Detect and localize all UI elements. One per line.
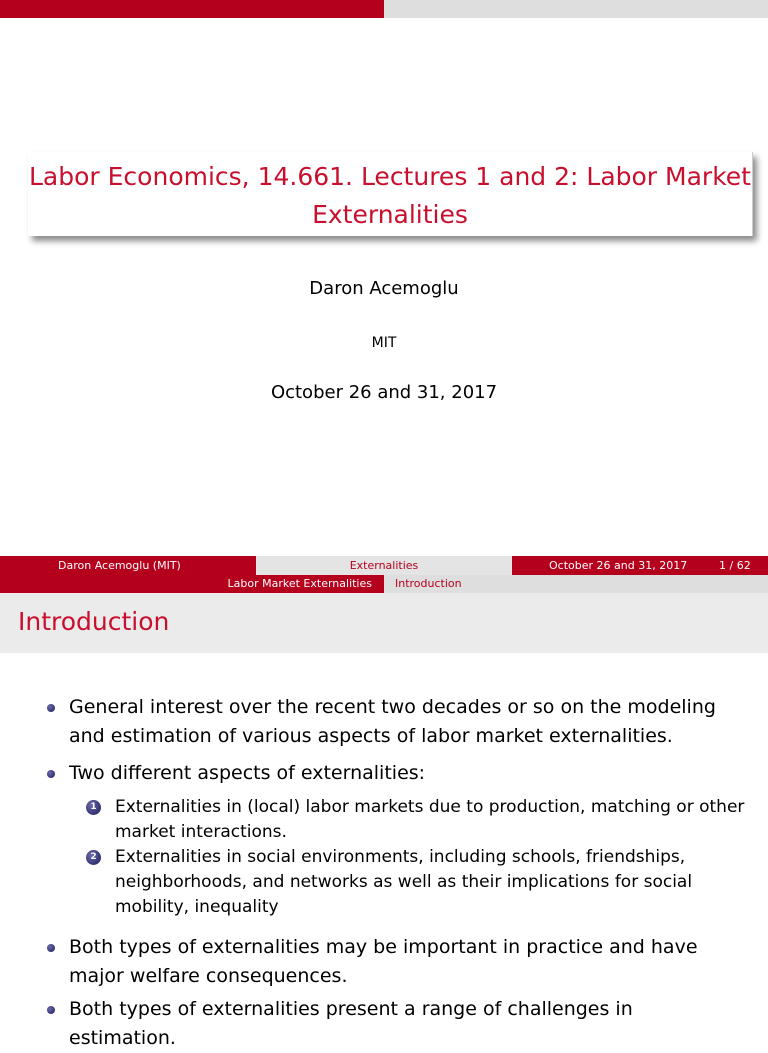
slide-title: Introduction (18, 607, 170, 636)
bullet-icon (47, 704, 55, 712)
nav-section-link[interactable]: Labor Market Externalities (227, 577, 372, 590)
bullet-icon (47, 944, 55, 952)
bullet-text: Both types of externalities may be important in practice and have major welfare consequences. (69, 936, 698, 987)
section-navigation (0, 575, 768, 593)
footer-author (0, 556, 256, 575)
number-badge: 1 (86, 800, 101, 815)
bullet-item (48, 693, 728, 751)
header-bar-left (0, 0, 384, 18)
footer-date: October 26 and 31, 2017 (549, 559, 688, 572)
title-box (28, 152, 753, 236)
nav-subsection-bar (384, 575, 768, 593)
bullet-item (48, 759, 728, 788)
bullet-text: Two different aspects of externalities: (69, 762, 426, 784)
nav-subsection-link[interactable]: Introduction (395, 577, 462, 590)
bullet-item (48, 995, 728, 1053)
header-bar-right (384, 0, 768, 18)
number-badge: 2 (86, 850, 101, 865)
footer-author-label: Daron Acemoglu (MIT) (58, 559, 181, 572)
frame-title-bar (0, 593, 768, 653)
numbered-item (86, 795, 746, 845)
footer-date-page (512, 556, 768, 575)
slide-content (0, 653, 768, 1049)
numbered-item-text: Externalities in social environments, including schools, friendships, neighborhoods, and networks as well as their implications for social mobility, inequality (115, 847, 693, 917)
footer-short-title: Externalities (256, 556, 512, 575)
bullet-text: General interest over the recent two decades or so on the modeling and estimation of various aspects of labor market externalities. (69, 696, 716, 747)
institution: MIT (371, 335, 397, 351)
author-name: Daron Acemoglu (309, 278, 459, 299)
bullet-icon (47, 1006, 55, 1014)
bullet-text: Both types of externalities present a range of challenges in estimation. (69, 998, 633, 1049)
nav-section-bar (0, 575, 384, 593)
footer-page-number: 1 / 62 (719, 559, 751, 572)
numbered-item (86, 845, 746, 920)
presentation-title: Labor Economics, 14.661. Lectures 1 and 2: Labor Market Externalities (29, 162, 751, 229)
bullet-icon (47, 770, 55, 778)
numbered-item-text: Externalities in (local) labor markets due to production, matching or other market interactions. (115, 797, 745, 842)
bullet-item (48, 933, 728, 991)
presentation-date: October 26 and 31, 2017 (270, 382, 498, 403)
